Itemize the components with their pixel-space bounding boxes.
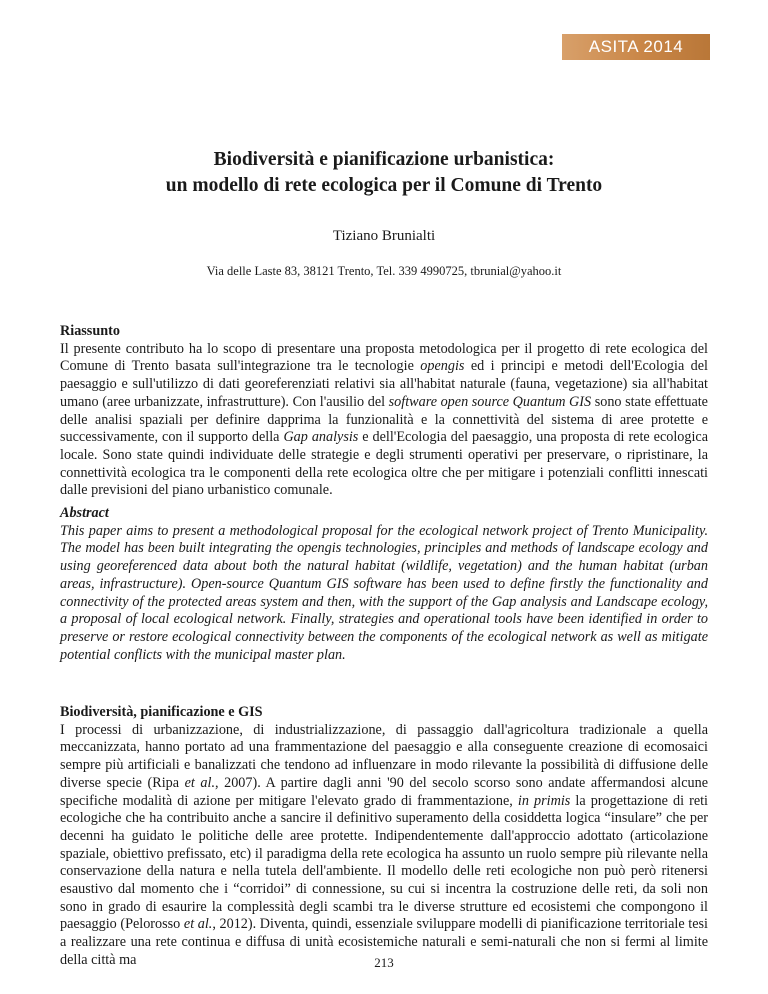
text-run: sono state effettuate delle analisi spaziali per definire dapprima la funzionalità e la connettività del sistema di aree protette e successivamente, con il supporto della [60,393,708,446]
riassunto-body [60,341,708,500]
text-run: ed i principi e metodi dell'Ecologia del paesaggio e sull'utilizzo di dati georeferenziati relativi sia all'habitat naturale (fauna, vegetazione) sia all'habitat umano (aree urbanizzate, infrastrutture). Con l'ausilio del [60,358,708,410]
emphasis: software open source Quantum GIS [388,393,592,410]
title-line-1: Biodiversità e pianificazione urbanistica: [213,149,555,170]
abstract-heading: Abstract [60,505,109,521]
emphasis: et al. [183,916,213,933]
page-number: 213 [374,955,394,970]
abstract-body: This paper aims to present a methodological proposal for the ecological network project of Trento Municipality. The model has been built integrating the opengis technologies, principles and methods of landscape ecology and using georeferenced data about both the natural habitat (wildlife, vegetation) and the human habitat (urban areas, infrastructure). Open-source Quantum GIS software has been used to define firstly the functionality and connectivity of the protected areas system and then, with the support of the Gap analysis and Landscape ecology, a proposal of local ecological network. Finally, strategies and operational tools have been identified in order to preserve or restore ecological connectivity between the components of the ecological network as well as mitigate potential conflicts with the municipal master plan. [60,522,708,663]
emphasis: et al. [184,774,216,791]
riassunto-heading: Riassunto [60,323,120,339]
emphasis: opengis [420,358,465,375]
text-run: Il presente contributo ha lo scopo di presentare una proposta metodologica per il progetto di rete ecologica del Comune di Trento basata sull'integrazione tra le tecnologie [60,340,708,375]
paper-title [60,147,708,199]
intro-section [60,704,708,970]
text-run: , 2012). Diventa, quindi, essenziale sviluppare modelli di pianificazione territoriale tesi a realizzare una rete continua e diffusa di unità ecosistemiche naturali e semi-naturali che non si fermi al limite della città ma [60,916,708,968]
text-run: I processi di urbanizzazione, di industrializzazione, di passaggio dall'agricoltura tradizionale a quella meccanizzata, hanno portato ad una frammentazione del paesaggio e alla conseguente creazione di ecomosaici sempre più artificiali e banalizzati che tendono ad influenzare in modo rilevante la possibilità di diffusione delle diverse specie (Ripa [60,721,708,791]
intro-body [60,722,708,970]
abstract-section [60,505,708,664]
title-line-2: un modello di rete ecologica per il Comune di Trento [165,175,603,196]
author-name: Tiziano Brunialti [332,228,436,244]
conference-badge: ASITA 2014 [562,34,710,60]
riassunto-section [60,323,708,500]
emphasis: Gap analysis [283,429,359,446]
intro-heading: Biodiversità, pianificazione e GIS [60,704,263,720]
author-affiliation: Via delle Laste 83, 38121 Trento, Tel. 339 4990725, tbrunial@yahoo.it [206,264,562,278]
text-run: la progettazione di reti ecologiche che ha contribuito anche a sancire il definitivo superamento della cosiddetta logica “insulare” che per decenni ha guidato le politiche delle aree protette. Indipendentemente dall'approccio adottato (articolazione spaziale, obiettivo prefissato, etc) il paradigma della rete ecologica ha assunto un ruolo sempre più rilevante nella conservazione della natura e nella tutela dell'ambiente. Il modello delle reti ecologiche non può però ritenersi esaustivo dal momento che i “corridoi” di connessione, su cui si incentra la costruzione delle reti, da soli non sono in grado di esaurire la complessità degli scambi tra le diverse strutture ed ecosistemi che compongono il paesaggio (Pelorosso [60,792,708,933]
text-run: , 2007). A partire dagli anni '90 del secolo scorso sono andate affermandosi alcune specifiche modalità di azione per mitigare l'elevato grado di frammentazione, [60,774,708,809]
text-run: e dell'Ecologia del paesaggio, una proposta di rete ecologica locale. Sono state quindi individuate delle strategie e degli strumenti operativi per preservare, o ripristinare, la connettività ecologica tra le componenti della rete ecologica oltre che per mitigare i potenziali conflitti innescati dalle previsioni del piano urbanistico comunale. [60,429,709,499]
emphasis: in primis [517,792,571,809]
